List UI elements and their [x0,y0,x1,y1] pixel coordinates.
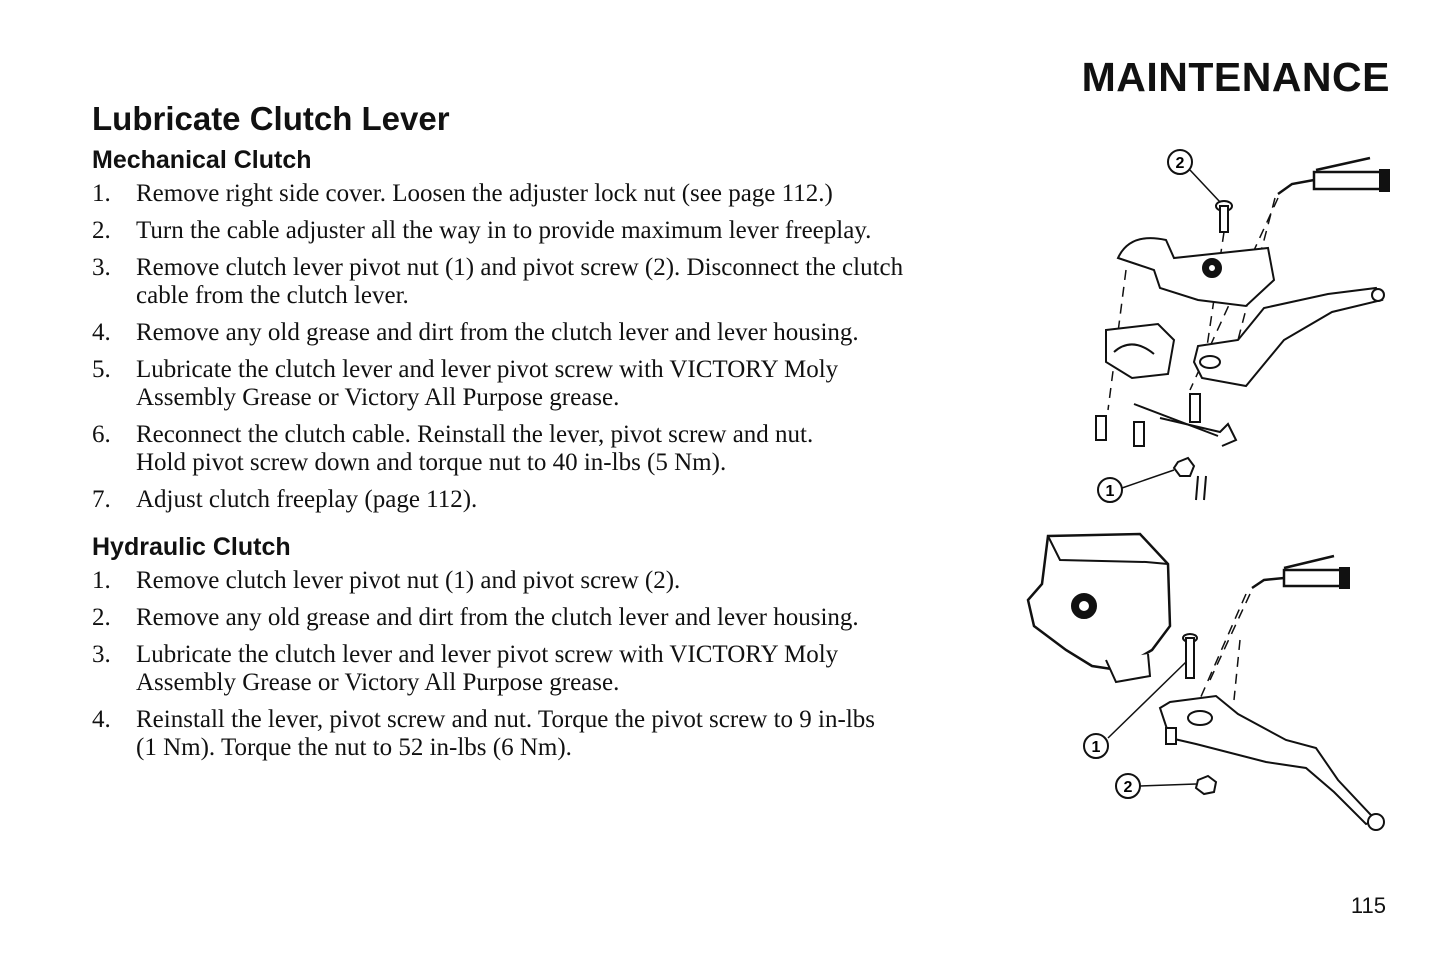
step-text: Remove clutch lever pivot nut (1) and pivot screw (2). Disconnect the clutch cable from the clutch lever. [136,254,904,309]
list-item [92,604,1012,632]
step-number: 7. [92,486,111,513]
step-number: 2. [92,604,111,631]
step-number: 1. [92,567,111,594]
step-number: 1. [92,180,111,207]
step-text: Reconnect the clutch cable. Reinstall the lever, pivot screw and nut. Hold pivot screw down and torque nut to 40 in-lbs (5 Nm). [136,421,814,476]
step-text: Remove clutch lever pivot nut (1) and pivot screw (2). [136,567,681,594]
callout-label: 2 [1175,155,1185,172]
step-number: 2. [92,217,111,244]
step-text: Lubricate the clutch lever and lever pivot screw with VICTORY Moly Assembly Grease or Victory All Purpose grease. [136,356,839,411]
callout-label: 1 [1091,739,1101,756]
step-text: Remove right side cover. Loosen the adjuster lock nut (see page 112.) [136,180,833,207]
step-number: 3. [92,254,111,281]
step-number: 5. [92,356,111,383]
hydraulic-clutch-heading: Hydraulic Clutch [92,533,291,561]
step-text: Reinstall the lever, pivot screw and nut. Torque the pivot screw to 9 in-lbs (1 Nm). Torque the nut to 52 in-lbs (6 Nm). [136,706,875,761]
callout-label: 1 [1105,483,1115,500]
step-text: Turn the cable adjuster all the way in to provide maximum lever freeplay. [136,217,872,244]
step-text: Adjust clutch freeplay (page 112). [136,486,478,513]
step-number: 6. [92,421,111,448]
list-item [92,254,1012,310]
step-number: 4. [92,319,111,346]
hydraulic-clutch-diagram [1020,530,1400,850]
list-item [92,319,1012,347]
step-text: Remove any old grease and dirt from the clutch lever and lever housing. [136,604,859,631]
list-item [92,356,1012,412]
step-number: 3. [92,641,111,668]
mechanical-clutch-heading: Mechanical Clutch [92,146,312,174]
list-item [92,706,1012,762]
list-item [92,486,1012,514]
step-text: Remove any old grease and dirt from the clutch lever and lever housing. [136,319,859,346]
list-item [92,180,1012,208]
list-item [92,641,1012,697]
section-title: MAINTENANCE [1081,54,1390,100]
list-item [92,421,1012,477]
page-heading: Lubricate Clutch Lever [92,100,450,137]
hydraulic-steps-list [92,567,1012,771]
list-item [92,217,1012,245]
page-number: 115 [1350,893,1386,918]
list-item [92,567,1012,595]
callout-label: 2 [1123,779,1133,796]
mechanical-steps-list [92,180,1012,523]
mechanical-clutch-diagram [1070,140,1400,510]
step-number: 4. [92,706,111,733]
step-text: Lubricate the clutch lever and lever pivot screw with VICTORY Moly Assembly Grease or Victory All Purpose grease. [136,641,839,696]
